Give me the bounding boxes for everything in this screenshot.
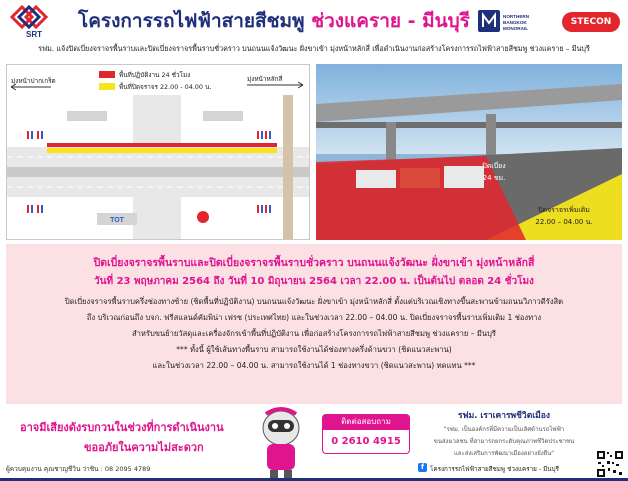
footer-mission [416, 408, 592, 458]
legend-swatch-closure [99, 83, 115, 90]
road-diagram-svg [7, 65, 310, 240]
closure-zone [47, 148, 277, 153]
title-project: โครงการรถไฟฟ้าสายสีชมพู [78, 10, 305, 32]
site-photo [316, 64, 622, 240]
legend-label-work: พื้นที่ปฏิบัติงาน 24 ชั่วโมง [119, 71, 191, 79]
legend-label-closure: พื้นที่ปิดจราจร 22.00 - 04.00 น. [119, 83, 212, 91]
title-route: ช่วงแคราย - มีนบุรี [311, 10, 470, 32]
footer [0, 404, 628, 481]
srt-logo [6, 3, 62, 39]
info-box [6, 244, 622, 404]
work-zone [47, 143, 277, 147]
store-label: TOT [110, 217, 124, 224]
contact-box [322, 414, 410, 458]
direction-right: มุ่งหน้าหลักสี่ [247, 75, 283, 83]
nbm-logo [478, 10, 554, 34]
contact-label: ติดต่อสอบถาม [322, 414, 410, 430]
road-diagram [6, 64, 310, 240]
photo-label-closed: ปิดเบี่ยง [482, 162, 506, 170]
svg-text:MONORAIL: MONORAIL [503, 26, 529, 31]
footer-message-noise: อาจมีเสียงดังรบกวนในช่วงที่การดำเนินงาน [20, 421, 224, 434]
photo-label-extra: ปิดจราจรเพิ่มเติม [538, 206, 590, 214]
qr-code-icon [596, 450, 624, 478]
info-note-1: *** ทั้งนี้ ผู้ใช้เส้นทางพื้นราบ สามารถใช้งานได้ช่องทางครึ่งด้านขวา (ชิดแนวสะพาน) [176, 345, 452, 354]
subtitle: รฟม. แจ้งปิดเบี่ยงจราจรพื้นราบและปิดเบี่ยงจราจรพื้นราบชั่วคราว บนถนนแจ้งวัฒนะ ฝั่งขาเข้า มุ่งหน้าหลักสี่ เพื่อดำเนินงานก่อสร้างโครงการรถไฟฟ้าสายสีชมพู ช่วงแคราย – มีนบุรี [38, 44, 590, 53]
info-dates: วันที่ 23 พฤษภาคม 2564 ถึง วันที่ 10 มิถุนายน 2564 เวลา 22.00 น. เป็นต้นไป ตลอด 24 ชั่วโมง [94, 276, 534, 287]
direction-left: มุ่งหน้าปากเกร็ด [11, 77, 56, 85]
photo-label-closed-time: 24 ชม. [482, 174, 506, 182]
footer-message-apology: ขออภัยในความไม่สะดวก [84, 441, 204, 454]
info-headline: ปิดเบี่ยงจราจรพื้นราบและปิดเบี่ยงจราจรพื้นราบชั่วคราว บนถนนแจ้งวัฒนะ ฝั่งขาเข้า มุ่งหน้าหลักสี่ [93, 257, 535, 269]
srt-logo-text: SRT [26, 30, 42, 39]
svg-text:NORTHERN: NORTHERN [503, 14, 530, 19]
mission-line-3: และส่งเสริมการพัฒนาเมืองอย่างยั่งยืน" [453, 450, 555, 457]
facebook-icon[interactable]: f [418, 463, 427, 472]
page-title [78, 6, 470, 36]
legend-swatch-work [99, 71, 115, 78]
shrine-icon [197, 211, 209, 223]
site-photo-svg [316, 64, 622, 240]
mission-title: รฟม. เราเคารพชีวิตเมือง [458, 411, 550, 421]
mission-line-2: ขนส่งมวลชน ที่สามารถยกระดับคุณภาพชีวิตประชาชน [433, 438, 575, 445]
mission-line-1: "รฟม. เป็นองค์กรที่มีความเป็นเลิศด้านรถไฟฟ้า [443, 426, 565, 433]
footer-contact-person: ผู้ควบคุมงาน คุณชาญชีวิน ว่าชิน : 08 2095 4789 [6, 465, 151, 473]
info-detail-2: ถึง บริเวณก่อนถึง บจก. ฟรีสแลนด์คัมพิน่า เฟรช (ประเทศไทย) และในช่วงเวลา 22.00 – 04.00 น. ปิดเบี่ยงจราจรพื้นราบเพิ่มเติม 1 ช่องทาง [86, 313, 542, 322]
mascot-icon [250, 406, 312, 480]
info-detail-1: ปิดเบี่ยงจราจรพื้นราบครึ่งช่องทางซ้าย (ชิดพื้นที่ปฏิบัติงาน) บนถนนแจ้งวัฒนะ ฝั่งขาเข้า มุ่งหน้าหลักสี่ ตั้งแต่บริเวณเชิงทางขึ้นสะพานข้ามถนนวิภาวดีรังสิต [64, 297, 564, 306]
facebook-page-link[interactable]: โครงการรถไฟฟ้าสายสีชมพู ช่วงแคราย - มีนบุรี [430, 466, 559, 473]
info-detail-3: สำหรับขนย้ายวัสดุและเครื่องจักรเข้าพื้นที่ปฏิบัติงาน เพื่อก่อสร้างโครงการรถไฟฟ้าสายสีชมพู ช่วงแคราย – มีนบุรี [131, 329, 497, 338]
svg-text:BANGKOK: BANGKOK [503, 20, 527, 25]
header [0, 0, 628, 40]
stecon-logo: STECON [562, 12, 620, 32]
photo-label-extra-time: 22.00 – 04.00 น. [535, 218, 593, 226]
contact-phone[interactable]: 0 2610 4915 [322, 430, 410, 454]
info-note-2: และในช่วงเวลา 22.00 – 04.00 น. สามารถใช้งานได้ 1 ช่องทางขวา (ชิดแนวสะพาน) ทดแทน *** [152, 361, 476, 370]
